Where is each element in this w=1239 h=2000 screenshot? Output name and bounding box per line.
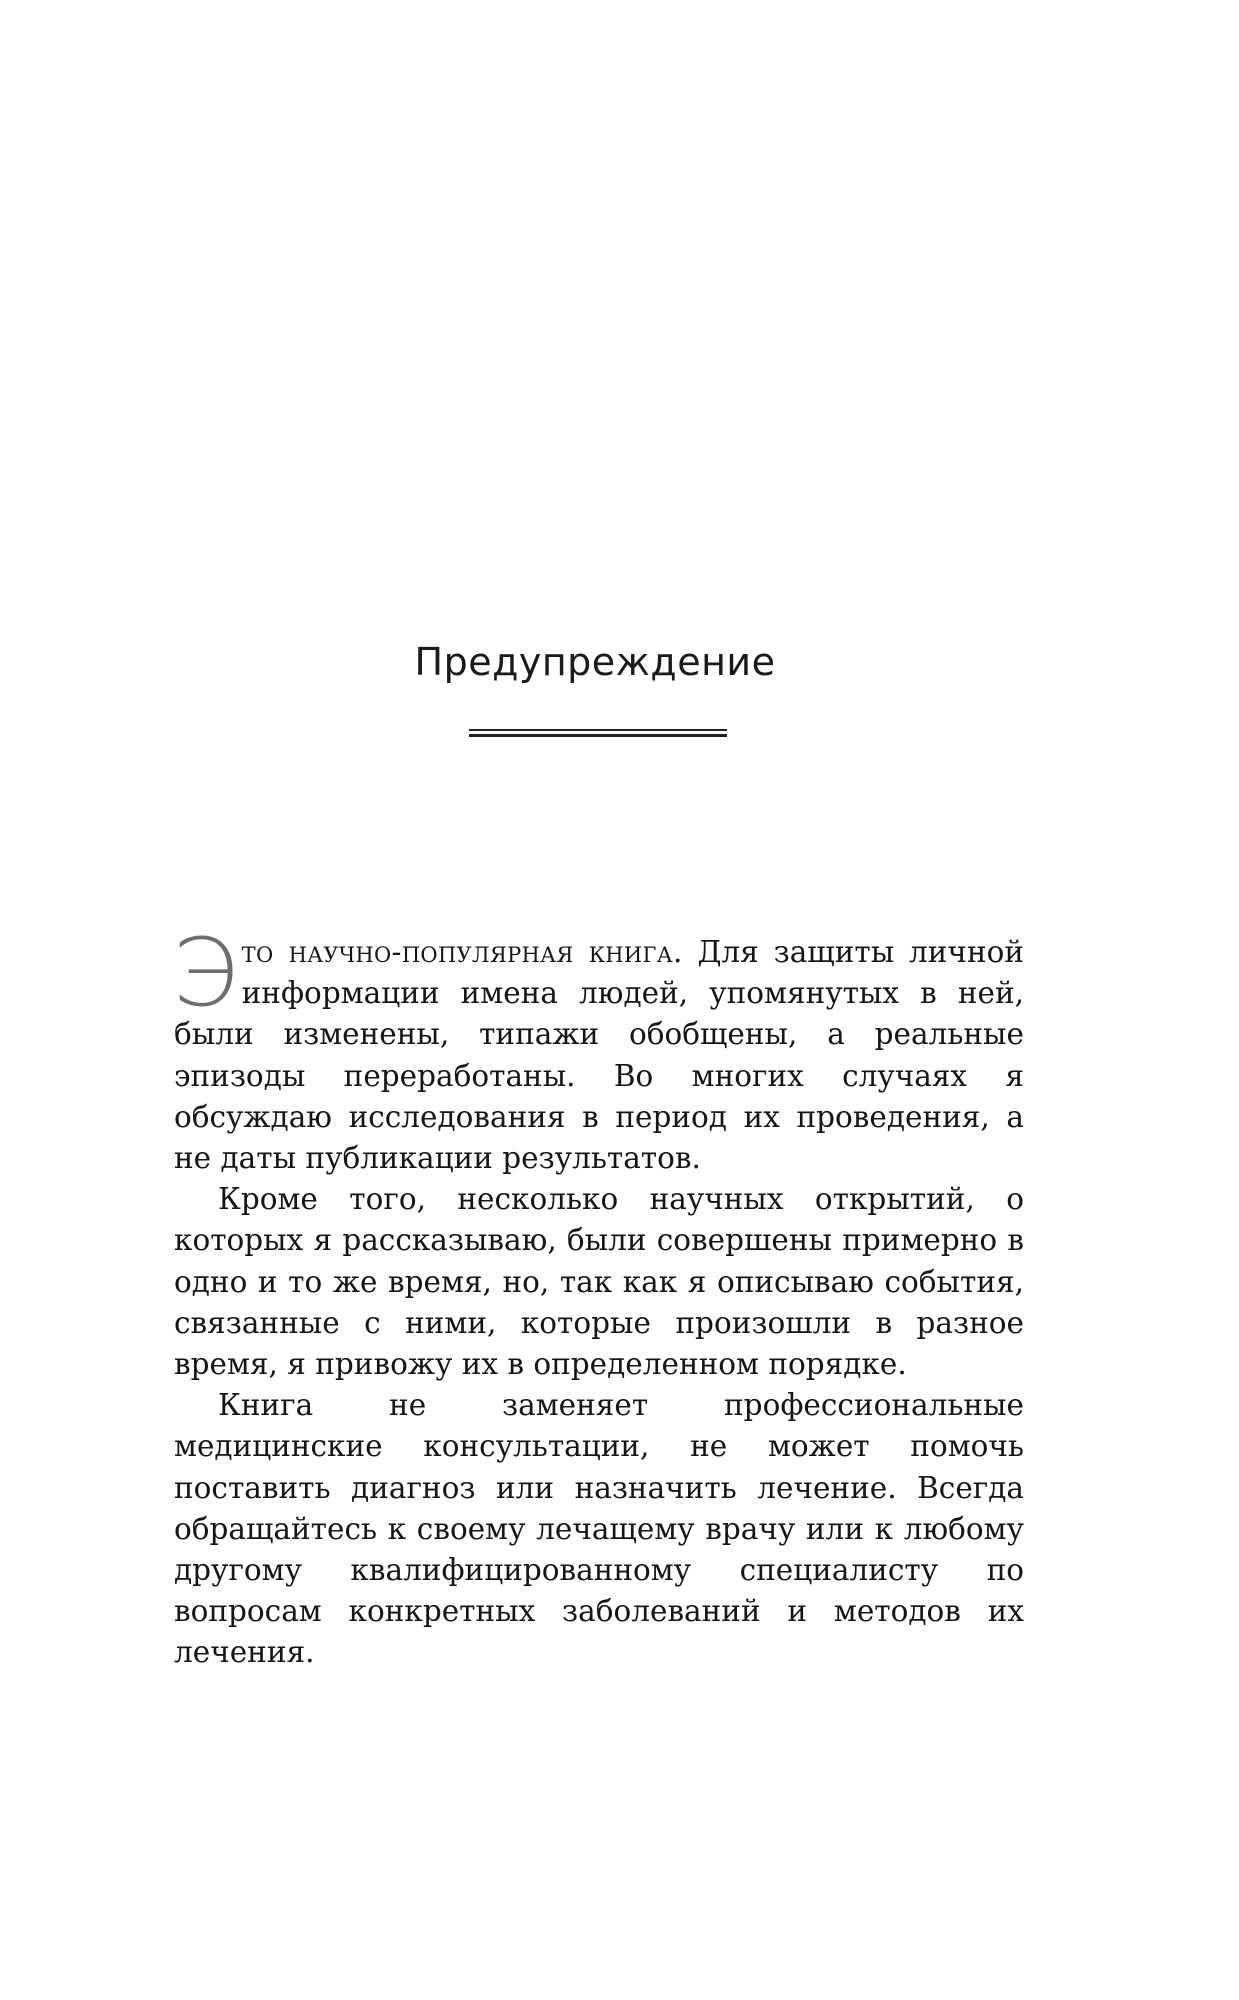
page-title: Предупреждение xyxy=(414,640,776,684)
drop-cap: Э xyxy=(172,919,238,1028)
paragraph-1-text: Для защиты личной информации имена людей, упомянутых в ней, были изменены, типажи обобщены, а реальные эпизоды переработаны. Во многих случаях я обсуждаю исследования в период их проведения, а не даты публикации результатов. xyxy=(174,935,1024,1176)
paragraph-3: Книга не заменяет профессиональные медицинские консультации, не может помочь поставить диагноз или назначить лечение. Всегда обращайтесь к своему лечащему врачу или к любому другому квалифицированному специалисту по вопросам конкретных заболеваний и методов их лечения. xyxy=(174,1388,1024,1670)
paragraph-1-lead: то научно-популярная книга. xyxy=(241,935,683,969)
divider-line-bottom xyxy=(469,734,727,737)
paragraph-1 xyxy=(172,919,1024,1179)
title-divider xyxy=(469,729,727,738)
warning-text xyxy=(172,919,1024,1674)
divider-line-top xyxy=(469,729,727,731)
paragraph-2: Кроме того, несколько научных открытий, о которых я рассказываю, были совершены примерно в одно и то же время, но, так как я описываю события, связанные с ними, которые произошли в разное время, я привожу их в определенном порядке. xyxy=(174,1182,1024,1382)
